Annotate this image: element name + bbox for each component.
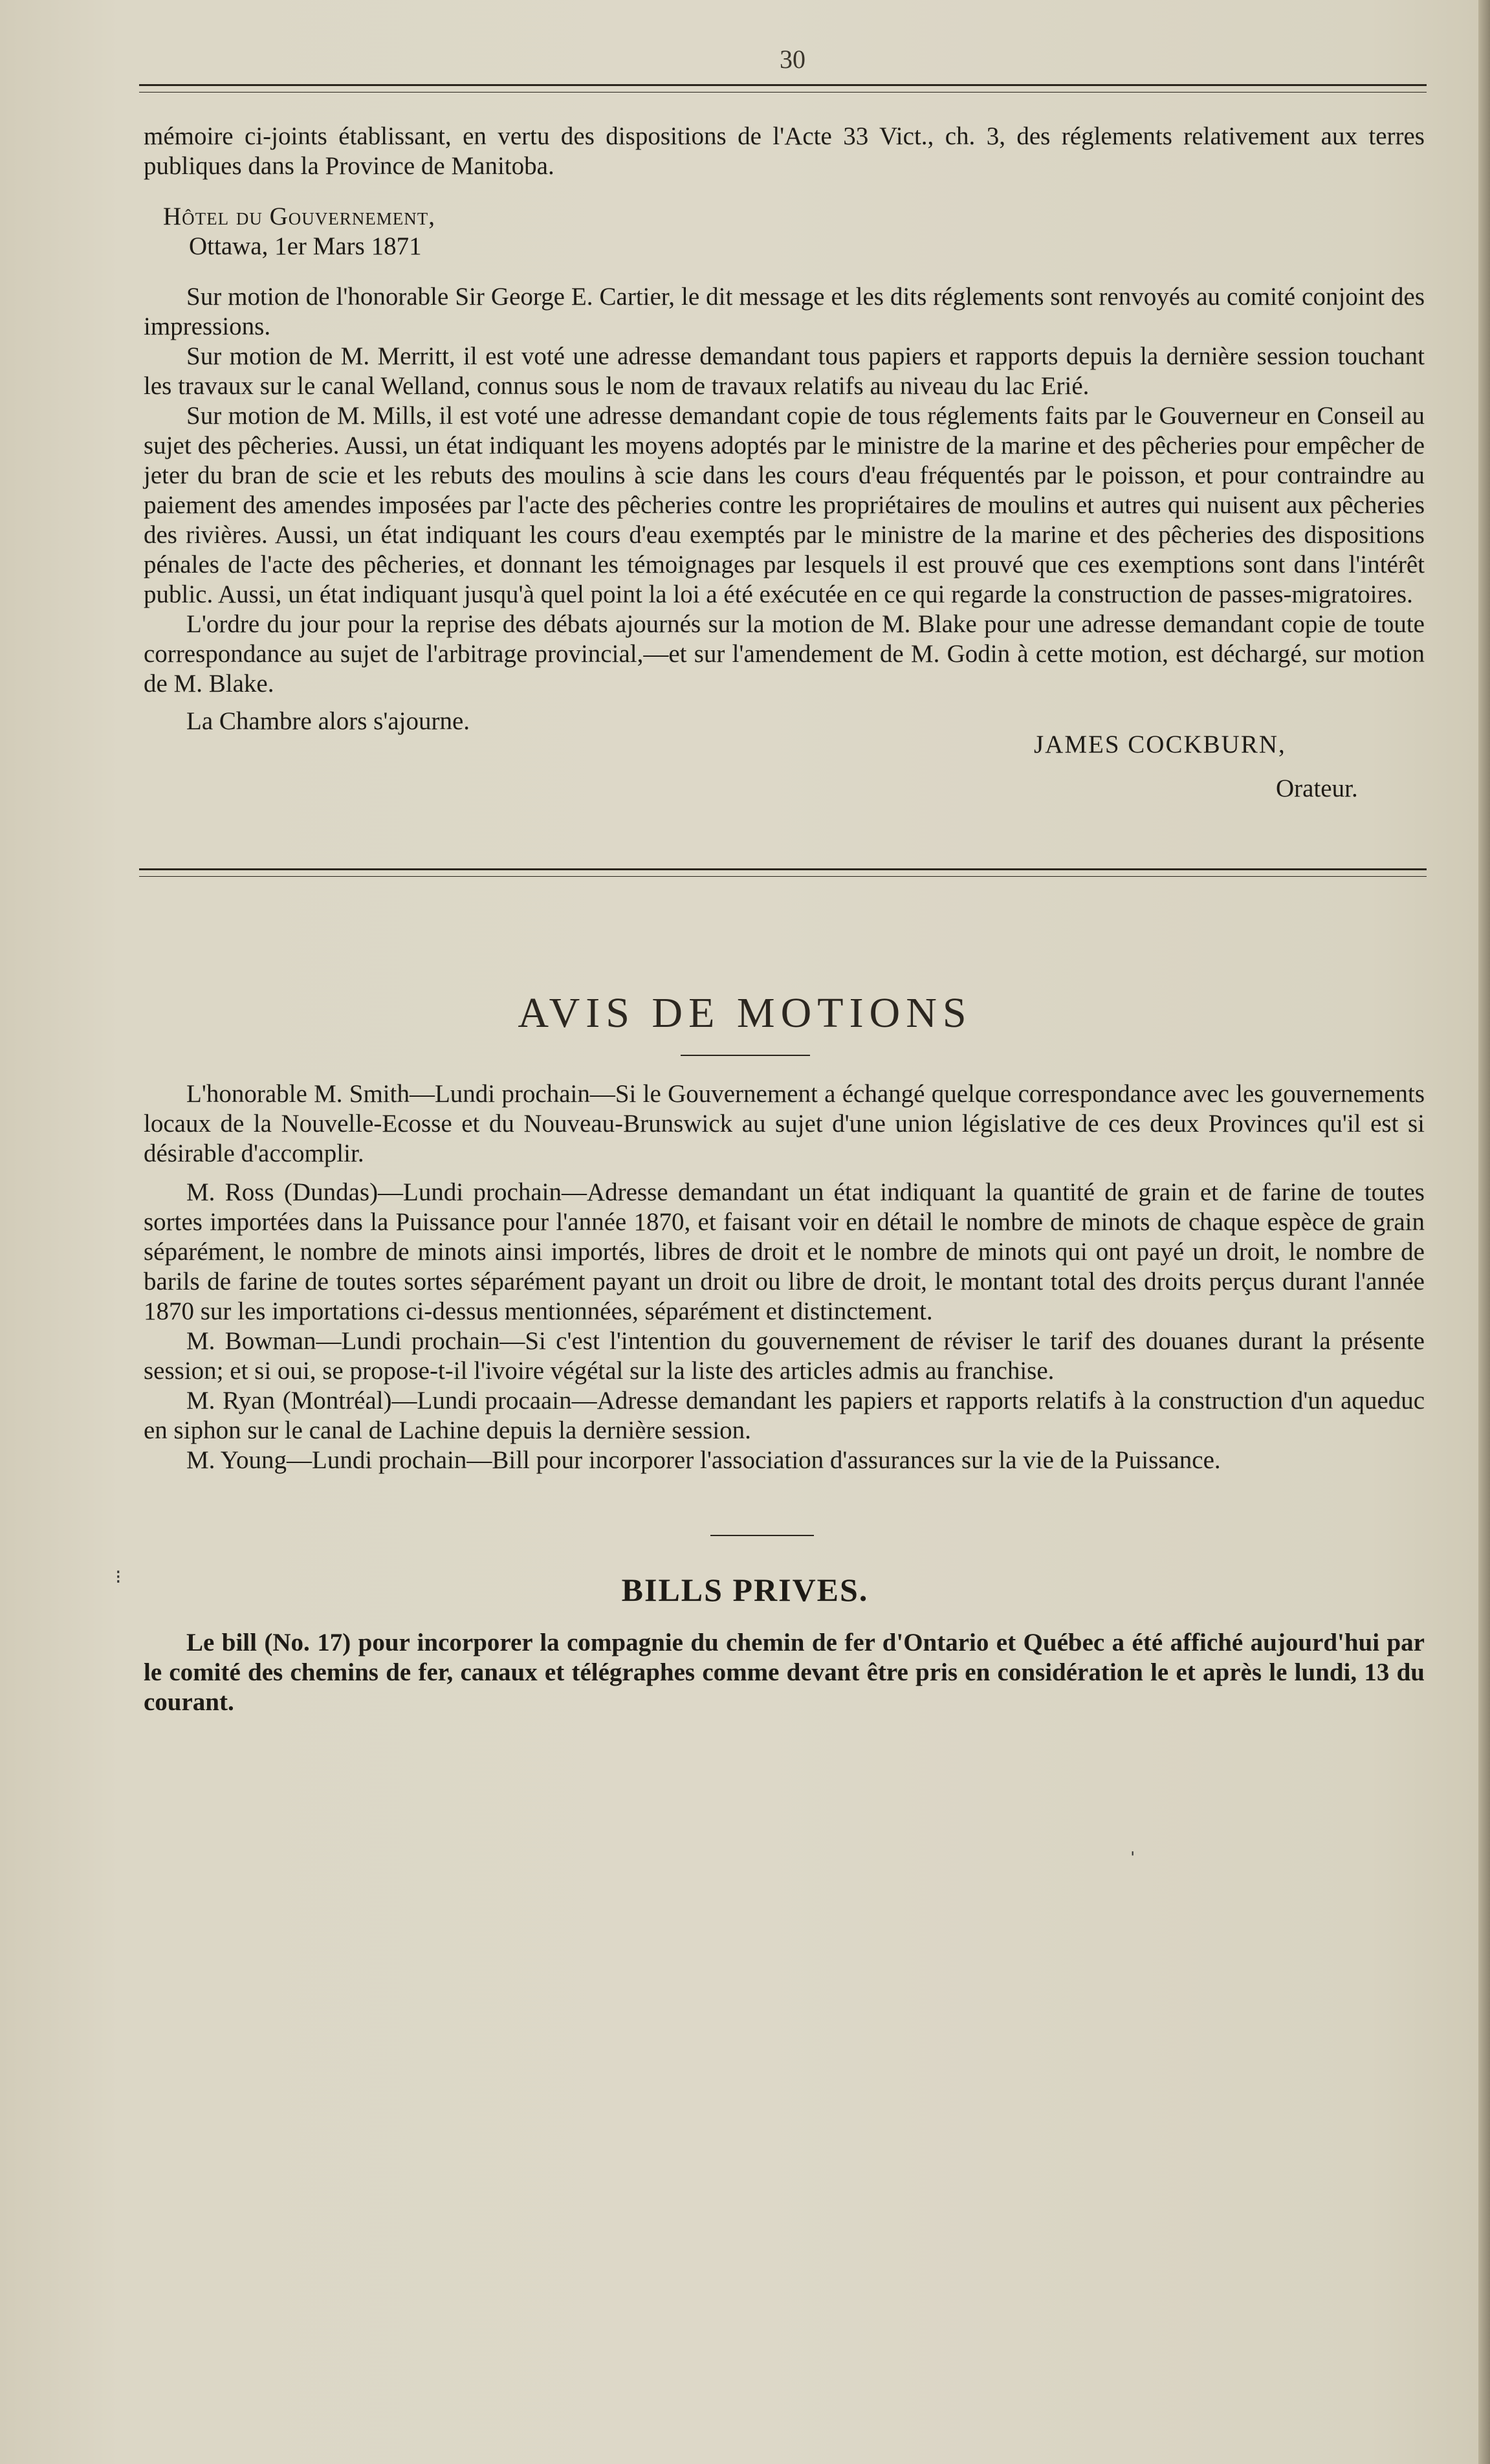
motion-young: M. Young—Lundi prochain—Bill pour incorporer l'association d'assurances sur la vie de la Puissance.	[186, 1446, 1221, 1474]
adjournment-line: La Chambre alors s'ajourne.	[186, 707, 470, 735]
header-rule-thin	[139, 92, 1427, 93]
section-rule	[139, 868, 1427, 870]
bills-prives-section	[144, 1628, 1425, 1717]
journal-continuation	[144, 122, 1425, 736]
motion-ross: M. Ross (Dundas)—Lundi prochain—Adresse demandant un état indiquant la quantité de grain et de farine de toutes sortes importées dans la Puissance pour l'année 1870, et faisant voir en détail le nombre de minots de chaque espèce de grain séparément, le nombre de minots ainsi importés, libres de droit et le nombre de minots qui ont payé un droit, le nombre de barils de farine de toutes sortes séparément payant un droit ou libre de droit, le montant total des droits perçus durant l'année 1870 sur les importations ci-dessus mentionnées, séparément et distinctement.	[144, 1178, 1425, 1325]
page-binding-edge	[1478, 0, 1490, 2464]
bills-prives-title: BILLS PRIVES.	[621, 1572, 869, 1608]
date-line: Ottawa, 1er Mars 1871	[189, 232, 422, 260]
bill-17-paragraph: Le bill (No. 17) pour incorporer la compagnie du chemin de fer d'Ontario et Québec a été affiché aujourd'hui par le comité des chemins de fer, canaux et télégraphes comme devant être pris en considération le et après le lundi, 13 du courant.	[144, 1629, 1425, 1716]
motion-smith: L'honorable M. Smith—Lundi prochain—Si le Gouvernement a échangé quelque correspondance avec les gouvernements locaux de la Nouvelle-Ecosse et du Nouveau-Brunswick au sujet d'une union législative de ces deux Provinces qu'il est si désirable d'accomplir.	[144, 1080, 1425, 1167]
ink-mark: ˈ	[1128, 1846, 1137, 1875]
margin-mark: ⁝	[115, 1567, 122, 1588]
paragraph-merritt: Sur motion de M. Merritt, il est voté une adresse demandant tous papiers et rapports depuis la dernière session touchant les travaux sur le canal Welland, connus sous le nom de travaux relatifs au niveau du lac Erié.	[144, 342, 1425, 400]
paragraph-mills: Sur motion de M. Mills, il est voté une adresse demandant copie de tous réglements faits par le Gouverneur en Conseil au sujet des pêcheries. Aussi, un état indiquant les moyens adoptés par le ministre de la marine et des pêcheries pour empêcher de jeter du bran de scie et les rebuts des moulins à scie dans les cours d'eau fréquentés par le poisson, et pour contraindre au paiement des amendes imposées par l'acte des pêcheries contre les propriétaires de moulins et autres qui nuisent aux pêcheries des rivières. Aussi, un état indiquant les cours d'eau exemptés par le ministre de la marine et des pêcheries des dispositions pénales de l'acte des pêcheries, et donnant les témoignages par lesquels il est prouvé que ces exemptions sont dans l'intérêt public. Aussi, un état indiquant jusqu'à quel point la loi a été exécutée en ce qui regarde la construction de passes-migratoires.	[144, 402, 1425, 608]
opening-paragraph: mémoire ci-joints établissant, en vertu des dispositions de l'Acte 33 Vict., ch. 3, des réglements relativement aux terres publiques dans la Province de Manitoba.	[144, 122, 1425, 180]
motion-ryan: M. Ryan (Montréal)—Lundi procaain—Adresse demandant les papiers et rapports relatifs à la construction d'un aqueduc en siphon sur le canal de Lachine depuis la dernière session.	[144, 1387, 1425, 1444]
bills-divider	[710, 1535, 814, 1536]
paragraph-cartier: Sur motion de l'honorable Sir George E. Cartier, le dit message et les dits réglements sont renvoyés au comité conjoint des impressions.	[144, 283, 1425, 340]
signature-title: Orateur.	[1276, 775, 1358, 802]
section-rule-thin	[139, 876, 1427, 877]
motions-list	[144, 1079, 1425, 1475]
page-number: 30	[780, 45, 805, 74]
header-rule	[139, 84, 1427, 86]
motion-bowman: M. Bowman—Lundi prochain—Si c'est l'intention du gouvernement de réviser le tarif des douanes durant la présente session; et si oui, se propose-t-il l'ivoire végétal sur la liste des articles admis au franchise.	[144, 1327, 1425, 1385]
location-line: Hôtel du Gouvernement,	[163, 203, 436, 230]
paragraph-blake: L'ordre du jour pour la reprise des débats ajournés sur la motion de M. Blake pour une adresse demandant copie de toute correspondance au sujet de l'arbitrage provincial,—et sur l'amendement de M. Godin à cette motion, est déchargé, sur motion de M. Blake.	[144, 610, 1425, 698]
signature-name: JAMES COCKBURN,	[1034, 731, 1286, 758]
title-underline	[681, 1055, 810, 1056]
avis-de-motions-title: AVIS DE MOTIONS	[518, 989, 972, 1037]
